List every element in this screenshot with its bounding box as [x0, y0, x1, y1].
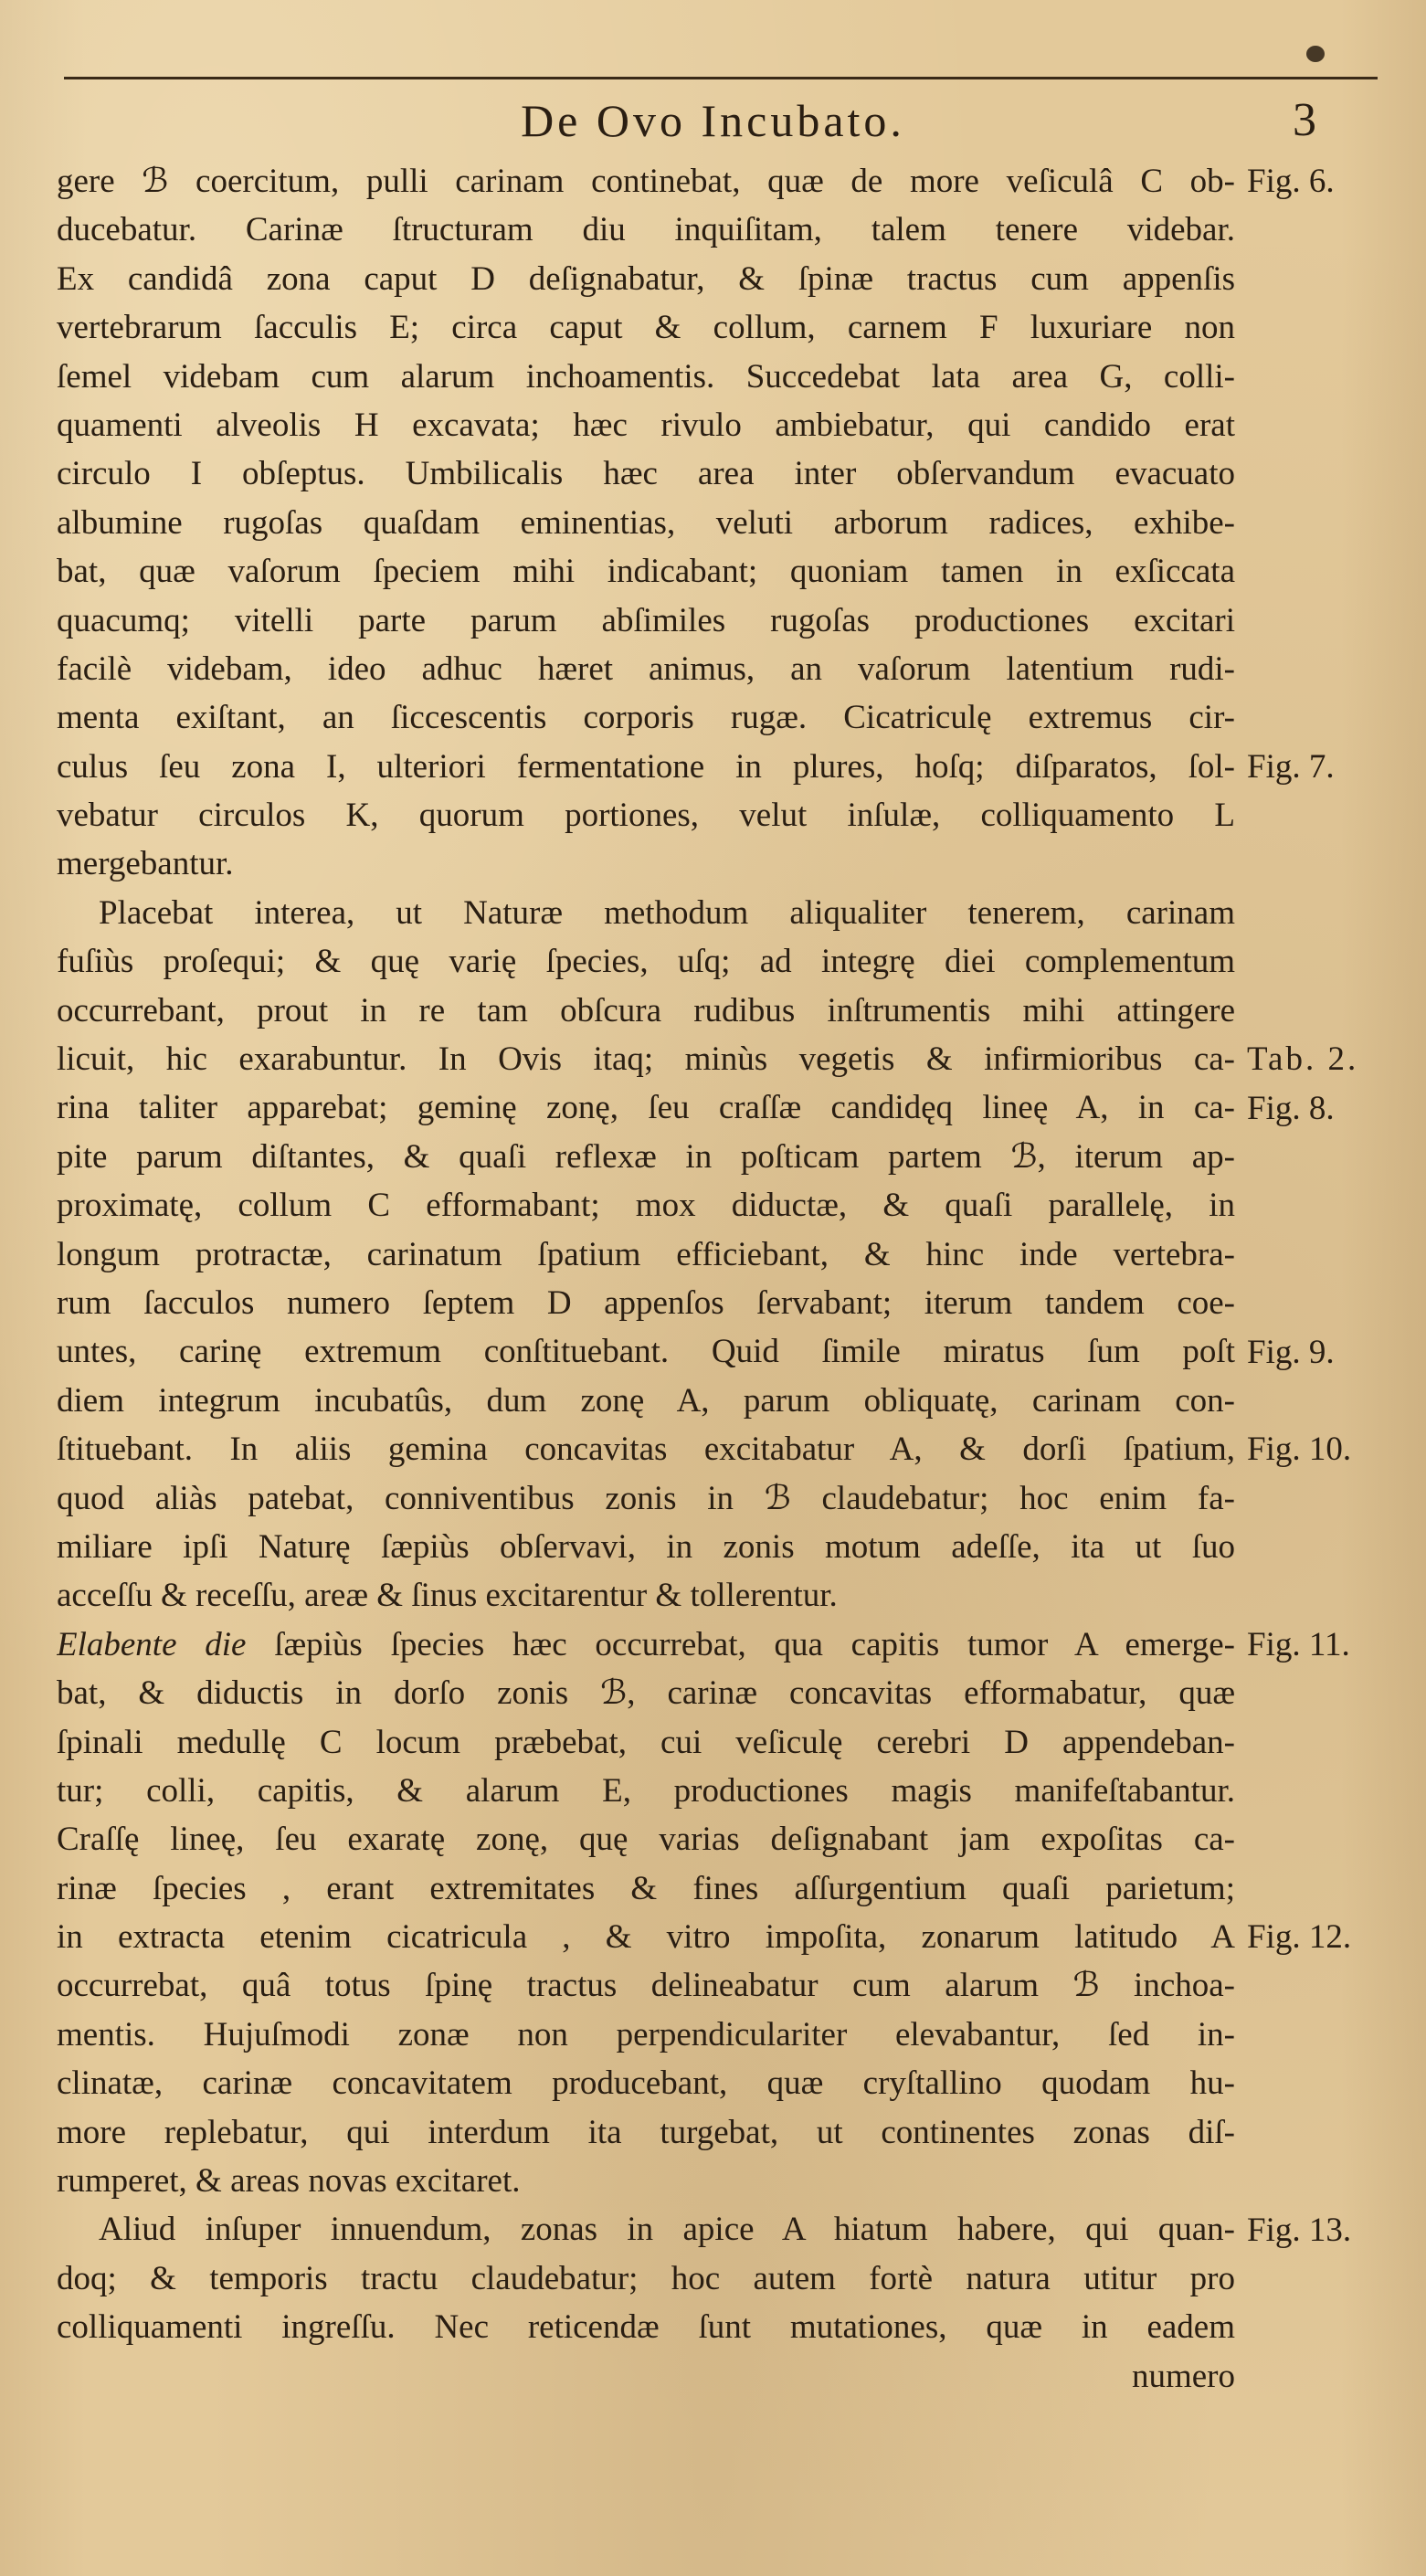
- text-line: Elabente die ſæpiùs ſpecies hæc occurrebat, qua capitis tumor A emerge-: [57, 1625, 1235, 1663]
- text-line: rinæ ſpecies , erant extremitates & fines aſſurgentium quaſi parietum;: [57, 1869, 1235, 1907]
- text-line: quamenti alveolis H excavata; hæc rivulo ambiebatur, qui candido erat: [57, 406, 1235, 444]
- text-line: facilè videbam, ideo adhuc hæret animus, an vaſorum latentium rudi-: [57, 649, 1235, 688]
- text-line: gere ℬ coercitum, pulli carinam continebat, quæ de more veſiculâ C ob-: [57, 163, 1235, 200]
- text-line: tur; colli, capitis, & alarum E, productiones magis manifeſtabantur.: [57, 1771, 1235, 1810]
- running-head-title: De Ovo Incubato.: [521, 95, 905, 146]
- text-line: vebatur circulos K, quorum portiones, velut inſulæ, colliquamento L: [57, 797, 1235, 835]
- text-line: bat, & diductis in dorſo zonis ℬ, carinæ concavitas efformabatur, quæ: [57, 1674, 1235, 1713]
- text-line: ſemel videbam cum alarum inchoamentis. Succedebat lata area G, colli-: [57, 357, 1235, 396]
- margin-figure-ref: Fig. 6.: [1247, 163, 1335, 200]
- text-line: fuſiùs proſequi; & quę varię ſpecies, uſq; ad integrę diei complementum: [57, 943, 1235, 981]
- text-line: quacumq; vitelli parte parum abſimiles rugoſas productiones excitari: [57, 601, 1235, 639]
- text-line: ſtituebant. In aliis gemina concavitas excitabatur A, & dorſi ſpatium,: [57, 1431, 1235, 1469]
- text-line: Placebat interea, ut Naturæ methodum aliqualiter tenerem, carinam: [99, 893, 1235, 932]
- text-line: rina taliter apparebat; geminę zonę, ſeu craſſæ candidęq lineę A, in ca-: [57, 1089, 1235, 1127]
- margin-figure-ref: Fig. 13.: [1247, 2211, 1352, 2249]
- text-line: Aliud inſuper innuendum, zonas in apice A hiatum habere, qui quan-: [99, 2211, 1235, 2249]
- text-line: ducebatur. Carinæ ſtructuram diu inquiſitam, talem tenere videbar.: [57, 211, 1235, 249]
- text-line: rum ſacculos numero ſeptem D appenſos ſervabant; iterum tandem coe-: [57, 1283, 1235, 1322]
- text-line: vertebrarum ſacculis E; circa caput & collum, carnem F luxuriare non: [57, 309, 1235, 347]
- text-line: pite parum diſtantes, & quaſi reflexæ in poſticam partem ℬ, iterum ap-: [57, 1137, 1235, 1176]
- text-line: occurrebant, prout in re tam obſcura rudibus inſtrumentis mihi attingere: [57, 991, 1235, 1029]
- text-line: ſpinali medullę C locum præbebat, cui veſiculę cerebri D appendeban-: [57, 1723, 1235, 1761]
- text-line: Ex candidâ zona caput D deſignabatur, & ſpinæ tractus cum appenſis: [57, 259, 1235, 298]
- text-line: circulo I obſeptus. Umbilicalis hæc area inter obſervandum evacuato: [57, 455, 1235, 493]
- text-line: acceſſu & receſſu, areæ & ſinus excitarentur & tollerentur.: [57, 1577, 838, 1615]
- margin-figure-ref: Fig. 12.: [1247, 1918, 1352, 1957]
- text-line: bat, quæ vaſorum ſpeciem mihi indicabant; quoniam tamen in exſiccata: [57, 553, 1235, 591]
- text-line: culus ſeu zona I, ulteriori fermentatione in plures, hoſq; diſparatos, ſol-: [57, 747, 1235, 786]
- text-line: rumperet, & areas novas excitaret.: [57, 2162, 521, 2201]
- text-line: licuit, hic exarabuntur. In Ovis itaq; minùs vegetis & infirmioribus ca-: [57, 1040, 1235, 1079]
- margin-figure-ref: Fig. 10.: [1247, 1431, 1352, 1469]
- text-line: clinatæ, carinæ concavitatem producebant, quæ cryſtallino quodam hu-: [57, 2064, 1235, 2103]
- text-line: quod aliàs patebat, conniventibus zonis in ℬ claudebatur; hoc enim fa-: [57, 1479, 1235, 1517]
- text-line: Craſſę lineę, ſeu exaratę zonę, quę varias deſignabant jam expoſitas ca-: [57, 1821, 1235, 1859]
- text-line: doq; & temporis tractu claudebatur; hoc autem fortè natura utitur pro: [57, 2259, 1235, 2297]
- text-line: mentis. Hujuſmodi zonæ non perpendiculariter elevabantur, ſed in-: [57, 2015, 1235, 2053]
- body-text: [57, 157, 1235, 2401]
- text-line: longum protractæ, carinatum ſpatium efficiebant, & hinc inde vertebra-: [57, 1235, 1235, 1273]
- text-line: more replebatur, qui interdum ita turgebat, ut continentes zonas diſ-: [57, 2113, 1235, 2151]
- text-line: numero: [1131, 2357, 1235, 2395]
- text-line: proximatę, collum C efformabant; mox diductæ, & quaſi parallelę, in: [57, 1187, 1235, 1225]
- margin-figure-ref: Fig. 11.: [1247, 1626, 1350, 1663]
- text-line: untes, carinę extremum conſtituebant. Quid ſimile miratus ſum poſt: [57, 1333, 1235, 1371]
- header-rule: [64, 77, 1378, 79]
- margin-figure-ref: Fig. 8.: [1247, 1089, 1335, 1127]
- margin-figure-ref: Fig. 9.: [1247, 1333, 1335, 1371]
- ink-blot: [1306, 46, 1325, 62]
- margin-table-ref: Tab. 2.: [1247, 1040, 1359, 1079]
- text-line: occurrebat, quâ totus ſpinę tractus delineabatur cum alarum ℬ inchoa-: [57, 1967, 1235, 2005]
- text-line: menta exiſtant, an ſiccescentis corporis rugæ. Cicatriculę extremus cir-: [57, 699, 1235, 737]
- text-line: miliare ipſi Naturę ſæpiùs obſervavi, in zonis motum adeſſe, ita ut ſuo: [57, 1527, 1235, 1566]
- page-number: 3: [1293, 94, 1316, 146]
- text-line: mergebantur.: [57, 845, 234, 883]
- margin-figure-ref: Fig. 7.: [1247, 747, 1335, 786]
- text-line: albumine rugoſas quaſdam eminentias, veluti arborum radices, exhibe-: [57, 503, 1235, 542]
- running-head: [0, 84, 1426, 157]
- text-line: colliquamenti ingreſſu. Nec reticendæ ſunt mutationes, quæ in eadem: [57, 2308, 1235, 2347]
- text-line: in extracta etenim cicatricula , & vitro impoſita, zonarum latitudo A: [57, 1918, 1235, 1957]
- text-line: diem integrum incubatûs, dum zonę A, parum obliquatę, carinam con-: [57, 1381, 1235, 1420]
